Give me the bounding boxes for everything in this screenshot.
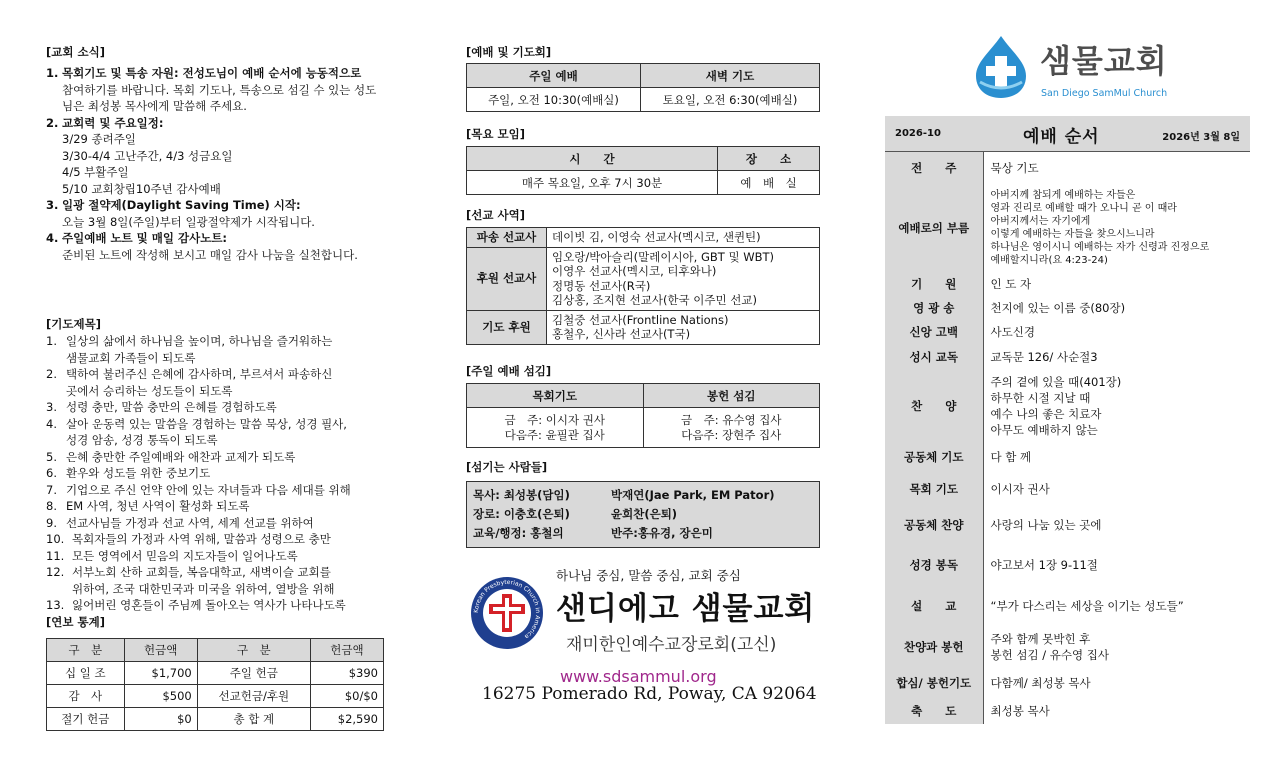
serve-table	[466, 383, 820, 448]
order-row: 영 광 송 천지에 있는 이름 중(80장)	[885, 296, 1250, 320]
prayer-list	[46, 333, 396, 614]
news-line: 참여하기를 바랍니다. 목회 기도나, 특송으로 섬길 수 있는 성도	[62, 82, 377, 97]
news-num: 2.	[46, 115, 59, 130]
serve-title: [주일 예배 섬김]	[466, 364, 552, 378]
order-row: 목회 기도 이시자 권사	[885, 472, 1250, 506]
order-row: 찬양과 봉헌 주와 함께 못박힌 후 봉헌 섬김 / 유수영 집사	[885, 626, 1250, 668]
news-line: 오늘 3월 8일(주일)부터 일광절약제가 시작됩니다.	[62, 214, 315, 229]
table-header-row: 주일 예배 새벽 기도	[467, 64, 820, 88]
news-line: 준비된 노트에 작성해 보시고 매일 감사 나눔을 실천합니다.	[62, 247, 358, 262]
news-line: 님은 최성봉 목사에게 말씀해 주세요.	[62, 99, 247, 113]
order-row: 성경 봉독 야고보서 1장 9-11절	[885, 544, 1250, 586]
table-row: 십 일 조 $1,700 주일 헌금 $390	[47, 662, 384, 685]
order-row: 축 도 최성봉 목사	[885, 698, 1250, 724]
table-row: 금 주: 이시자 권사 다음주: 윤필관 집사 금 주: 유수영 집사 다음주: 장현주 집사	[467, 408, 820, 448]
prayer-item: 8. EM 사역, 청년 사역이 활성화 되도록	[46, 499, 250, 513]
church-seal-logo	[470, 576, 544, 650]
denomination: 재미한인예수교장로회(고신)	[566, 635, 777, 655]
mission-title: [선교 사역]	[466, 208, 525, 222]
news-sub: 4/5 부활주일	[62, 165, 129, 179]
order-row: 설 교 “부가 다스리는 세상을 이기는 성도들”	[885, 586, 1250, 626]
table-row: 매주 목요일, 오후 7시 30분 예 배 실	[467, 171, 820, 195]
order-row: 성시 교독 교독문 126/ 사순절3	[885, 344, 1250, 370]
order-header	[885, 116, 1250, 152]
order-row: 기 원 인 도 자	[885, 272, 1250, 296]
prayer-item: 11. 모든 영역에서 믿음의 지도자들이 일어나도록	[46, 548, 298, 563]
svg-text:Korean Presbyterian Church in: Korean Presbyterian Church in America	[472, 578, 542, 641]
worship-table	[466, 63, 820, 112]
table-row: 후원 선교사 임오랑/박아슬리(말레이시아, GBT 및 WBT) 이영우 선교사(멕시코, 티후와나) 정명동 선교사(R국) 김상홍, 조지현 선교사(한국 이주민 선교)	[467, 247, 820, 310]
people-row: 목사: 최성봉(담임) 박재연(Jae Park, EM Pator)	[473, 488, 775, 502]
prayer-item: 10. 목회자들의 가정과 사역 위해, 말씀과 성령으로 충만	[46, 532, 331, 546]
news-line: 목회기도 및 특송 자원: 전성도님이 예배 순서에 능동적으로	[62, 66, 362, 80]
order-row: 찬 양 주의 곁에 있을 때(401장) 하무한 시절 지날 때 예수 나의 좋은 치료자 아무도 예배하지 않는	[885, 370, 1250, 442]
table-header-row: 목회기도 봉헌 섬김	[467, 384, 820, 408]
people-row: 장로: 이충호(은퇴) 윤희찬(은퇴)	[473, 507, 678, 521]
people-row: 교육/행정: 홍철의 반주:홍유경, 장은미	[473, 526, 713, 540]
prayer-title: [기도제목]	[46, 317, 101, 331]
table-row: 주일, 오전 10:30(예배실) 토요일, 오전 6:30(예배실)	[467, 88, 820, 112]
website-link[interactable]: www.sdsammul.org	[560, 667, 717, 686]
news-line: 교회력 및 주요일정:	[62, 115, 164, 130]
table-row: 파송 선교사 데이빗 김, 이영숙 선교사(멕시코, 샌퀸틴)	[467, 228, 820, 248]
thursday-title: [목요 모임]	[466, 127, 525, 141]
table-row: 감 사 $500 선교헌금/후원 $0/$0	[47, 685, 384, 708]
order-row: 예배로의 부름 아버지께 참되게 예배하는 자들은 영과 진리로 예배할 때가 오나니 곧 이 때라 아버지께서는 자기에게 이렇게 예배하는 자들을 찾으시느니라 하나님은 영이시니 예배하는 자가 신령과 진정으로 예배할지니라(요 4:23-24)	[885, 184, 1250, 272]
news-line: 주일예배 노트 및 매일 감사노트:	[62, 231, 228, 245]
table-header-row: 구 분 헌금액 구 분 헌금액	[47, 639, 384, 662]
people-title: [섬기는 사람들]	[466, 460, 548, 474]
prayer-item: 5. 은혜 충만한 주일예배와 애찬과 교제가 되도록	[46, 449, 296, 464]
news-num: 4.	[46, 231, 59, 245]
people-box	[466, 481, 820, 548]
news-sub: 3/30-4/4 고난주간, 4/3 성금요일	[62, 148, 233, 163]
prayer-item: 12. 서부노회 산하 교회들, 복음대학교, 새벽이슬 교회를 위하여, 조국 대한민국과 미국을 위하여, 열방을 위해	[46, 565, 335, 596]
news-line: 일광 절약제(Daylight Saving Time) 시작:	[62, 198, 301, 212]
issue-number: 2026-10	[895, 128, 941, 139]
prayer-item: 7. 기업으로 주신 언약 안에 있는 자녀들과 다음 세대를 위해	[46, 482, 351, 497]
news-num: 1.	[46, 66, 59, 80]
stats-title: [연보 통계]	[46, 615, 105, 629]
order-row: 공동체 기도 다 함 께	[885, 442, 1250, 472]
news-item	[46, 115, 396, 198]
prayer-item: 13. 잃어버린 영혼들이 주님께 돌아오는 역사가 나타나도록	[46, 598, 346, 612]
church-name: 샌디에고 샘물교회	[556, 591, 816, 627]
news-item	[46, 197, 396, 230]
service-date: 2026년 3월 8일	[1162, 132, 1240, 143]
offering-table	[46, 638, 384, 731]
news-num: 3.	[46, 198, 59, 212]
table-header-row: 시 간 장 소	[467, 147, 820, 171]
order-row: 공동체 찬양 사랑의 나눔 있는 곳에	[885, 506, 1250, 544]
news-item	[46, 230, 396, 263]
table-row: 기도 후원 김철중 선교사(Frontline Nations) 홍철우, 신사라 선교사(T국)	[467, 310, 820, 344]
thursday-table	[466, 146, 820, 195]
news-item	[46, 65, 396, 115]
prayer-item: 9. 선교사님들 가정과 선교 사역, 세계 선교를 위하여	[46, 515, 314, 530]
mission-table	[466, 227, 820, 345]
prayer-item: 3. 성령 충만, 말씀 충만의 은혜를 경험하도록	[46, 400, 277, 414]
order-row: 합심/ 봉헌기도 다함께/ 최성봉 목사	[885, 668, 1250, 698]
prayer-item: 1. 일상의 삶에서 하나님을 높이며, 하나님을 즐거워하는 샘물교회 가족들이 되도록	[46, 334, 333, 365]
logo-name: 샘물교회	[1040, 42, 1168, 80]
table-row: 절기 헌금 $0 총 합 계 $2,590	[47, 708, 384, 731]
worship-title: [예배 및 기도회]	[466, 45, 552, 59]
news-sub: 5/10 교회창립10주년 감사예배	[62, 181, 221, 196]
news-sub: 3/29 종려주일	[62, 132, 136, 146]
church-motto: 하나님 중심, 말씀 중심, 교회 중심	[556, 568, 741, 583]
prayer-item: 6. 환우와 성도들 위한 중보기도	[46, 466, 211, 480]
prayer-item: 2. 택하여 불러주신 은혜에 감사하며, 부르셔서 파송하신 곳에서 승리하는 성도들이 되도록	[46, 367, 333, 398]
church-logo-icon	[970, 34, 1032, 100]
logo-subtitle: San Diego SamMul Church	[1041, 88, 1168, 99]
order-row: 전 주 묵상 기도	[885, 152, 1250, 184]
church-address: 16275 Pomerado Rd, Poway, CA 92064	[482, 684, 817, 704]
order-row: 신앙 고백 사도신경	[885, 320, 1250, 344]
prayer-item: 4. 살아 운동력 있는 말씀을 경험하는 말씀 묵상, 성경 필사, 성경 암송, 성경 통독이 되도록	[46, 416, 347, 447]
order-title: 예배 순서	[1023, 127, 1100, 147]
news-list	[46, 65, 396, 263]
order-of-worship	[885, 152, 1250, 724]
news-title: [교회 소식]	[46, 45, 105, 59]
